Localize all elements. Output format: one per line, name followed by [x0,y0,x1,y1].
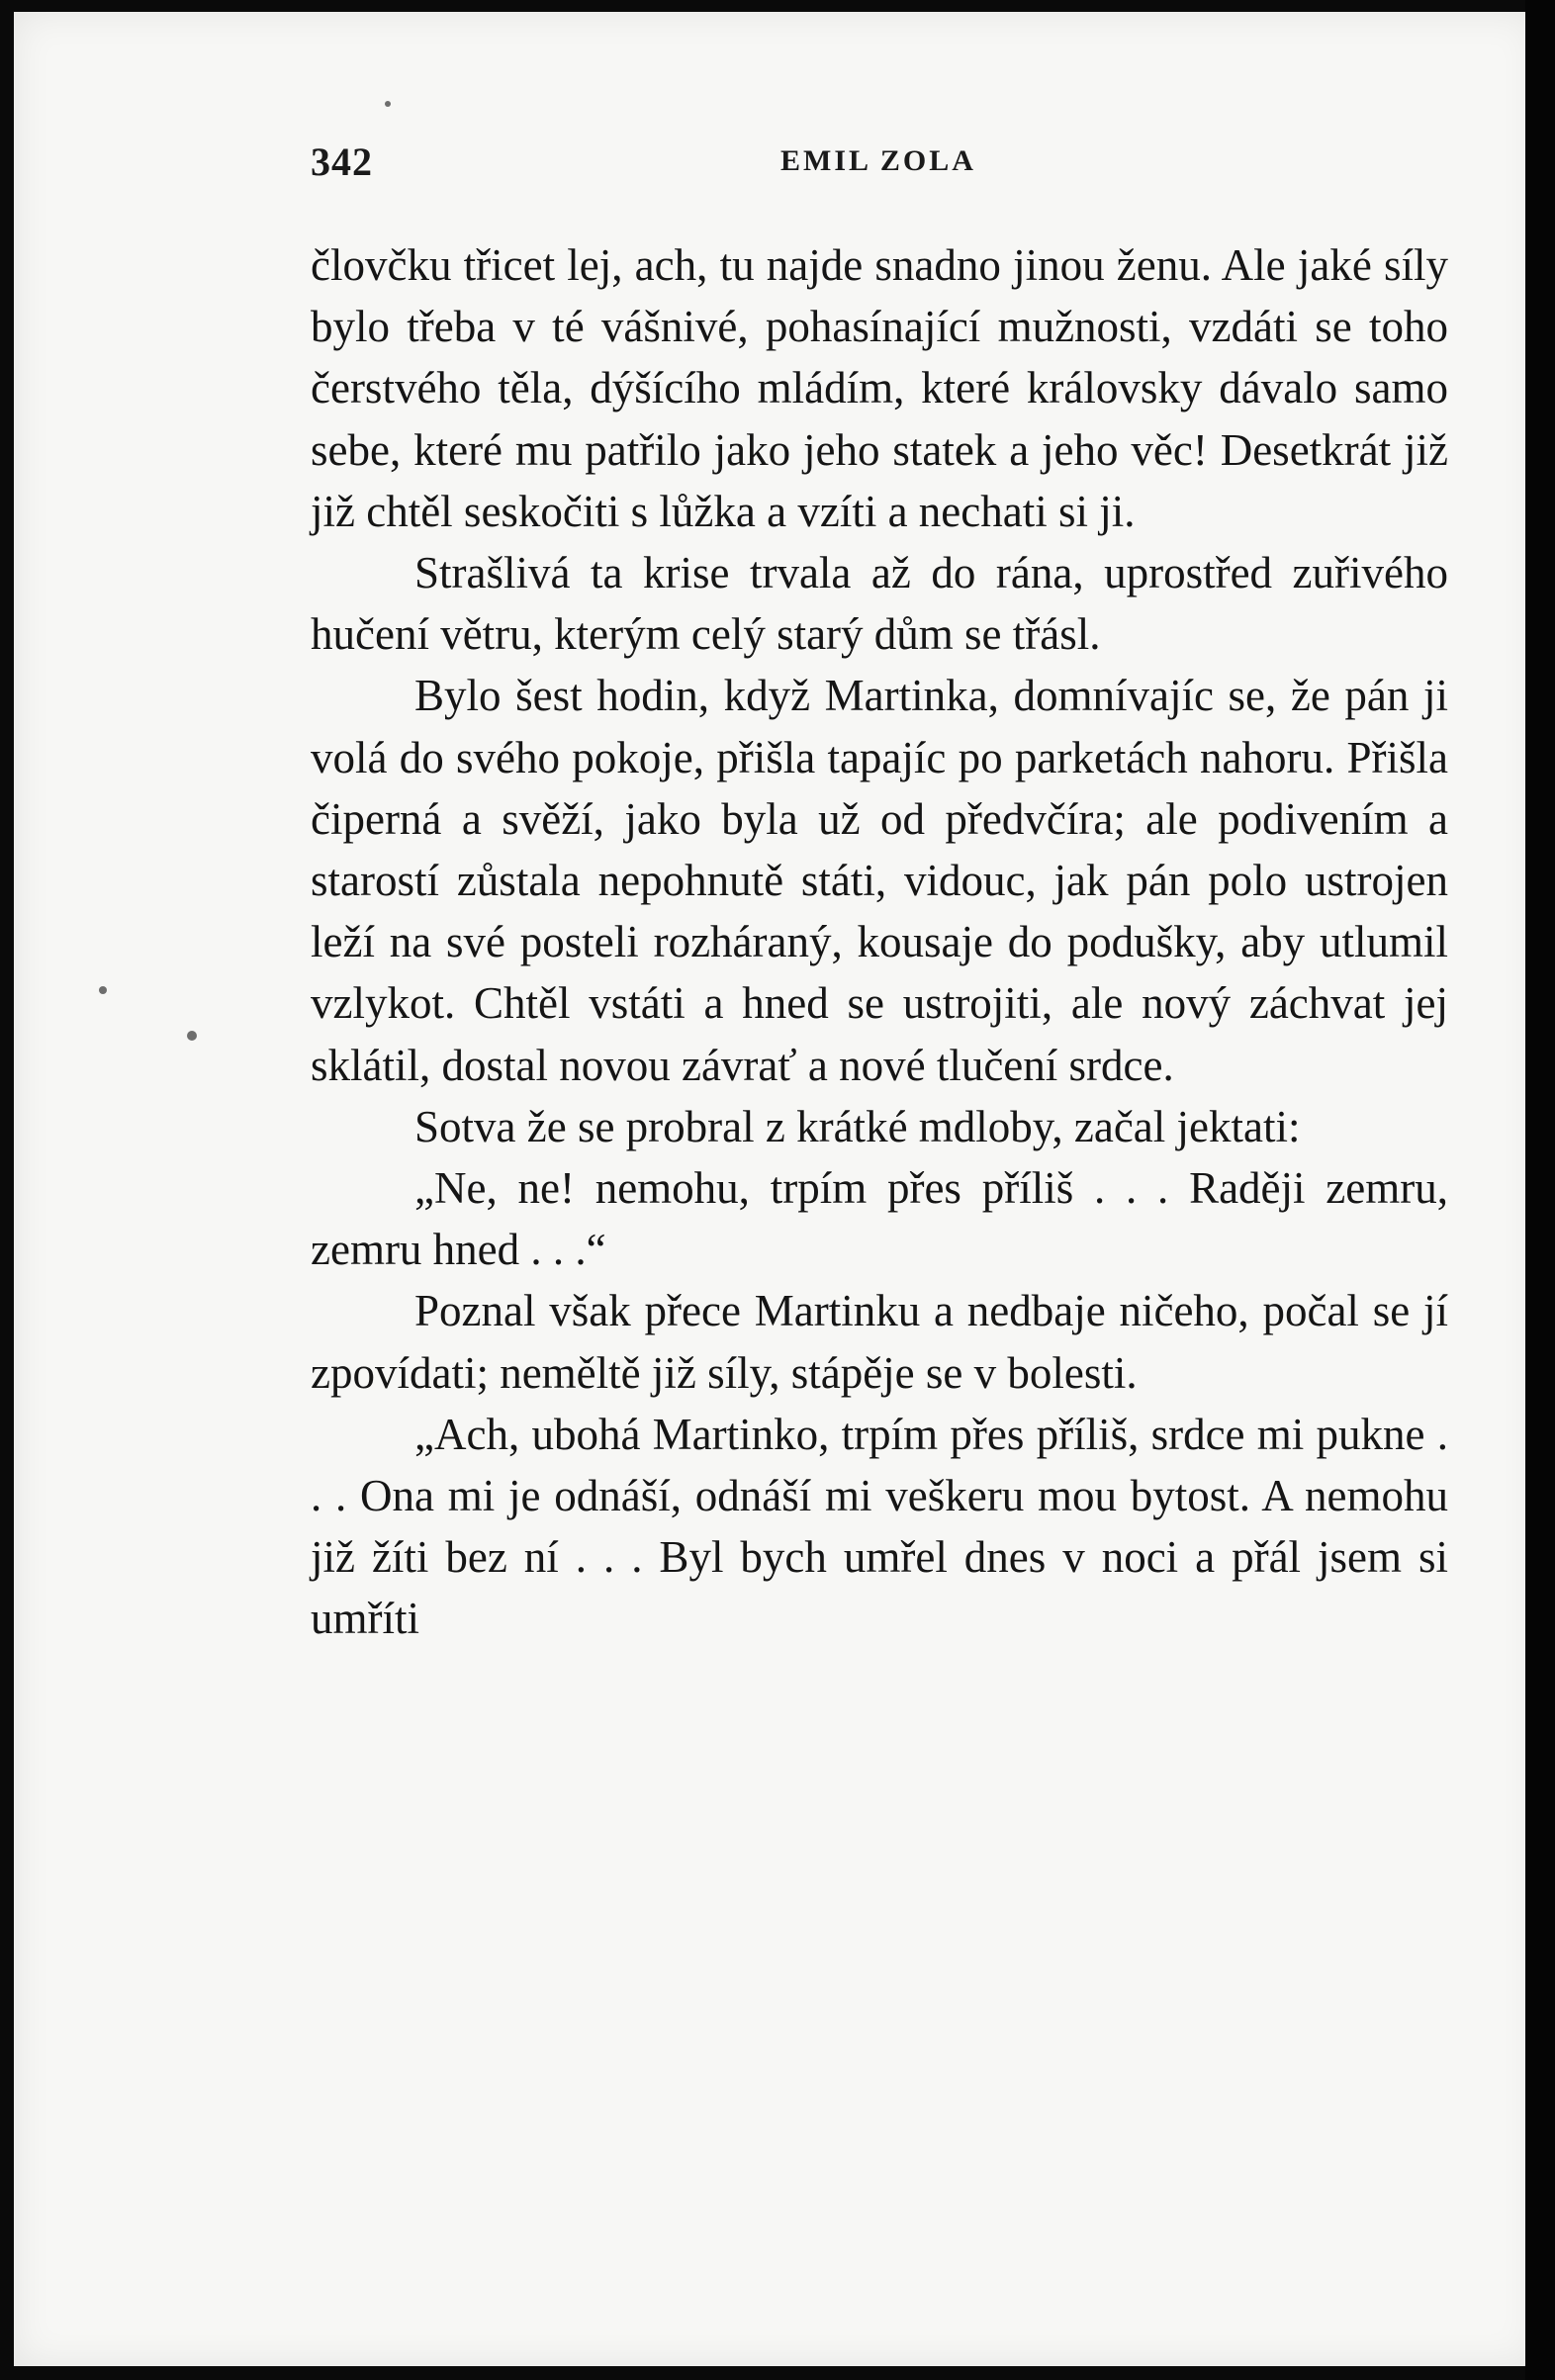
scan-border [1525,0,1555,2380]
paragraph: Bylo šest hodin, když Martinka, domnívajíc se, že pán ji volá do svého pokoje, přišla tapajíc po parketách nahoru. Přišla čiperná a svěží, jako byla už od předvčíra; ale podivením a starostí zůstala nepohnutě státi, vidouc, jak pán polo ustrojen leží na své posteli rozháraný, kousaje do podušky, aby utlumil vzlykot. Chtěl vstáti a hned se ustrojiti, ale nový záchvat jej sklátil, dostal novou závrať a nové tlučení srdce. [311,671,1448,1090]
paragraph: Sotva že se probral z krátké mdloby, začal jektati: [414,1101,1301,1151]
ink-speck [187,1031,197,1041]
running-head-author: EMIL ZOLA [780,144,976,177]
body-text [311,234,1448,1650]
page-header [311,138,1448,188]
ink-speck [99,986,107,994]
dialogue-paragraph: „Ne, ne! nemohu, trpím přes příliš . . . Raději zemru, zemru hned . . .“ [311,1163,1448,1275]
paragraph-continuation: človčku třicet lej, ach, tu najde snadno jinou ženu. Ale jaké síly bylo třeba v té vášnivé, pohasínající mužnosti, vzdáti se toho čerstvého těla, dýšícího mládím, které královsky dávalo samo sebe, které mu patřilo jako jeho statek a jeho věc! Desetkrát již již chtěl seskočiti s lůžka a vzíti a nechati si ji. [311,240,1448,536]
book-page [14,12,1537,2366]
page-number: 342 [311,139,373,184]
dialogue-paragraph: „Ach, ubohá Martinko, trpím přes příliš, srdce mi pukne . . . Ona mi je odnáší, odnáší mi veškeru mou bytost. A nemohu již žíti bez ní . . . Byl bych umřel dnes v noci a přál jsem si umříti [311,1409,1448,1644]
paragraph: Strašlivá ta krise trvala až do rána, uprostřed zuřivého hučení větru, kterým celý starý dům se třásl. [311,548,1448,660]
paragraph: Poznal však přece Martinku a nedbaje ničeho, počal se jí zpovídati; neměltě již síly, stápěje se v bolesti. [311,1286,1448,1398]
ink-speck [385,101,391,107]
